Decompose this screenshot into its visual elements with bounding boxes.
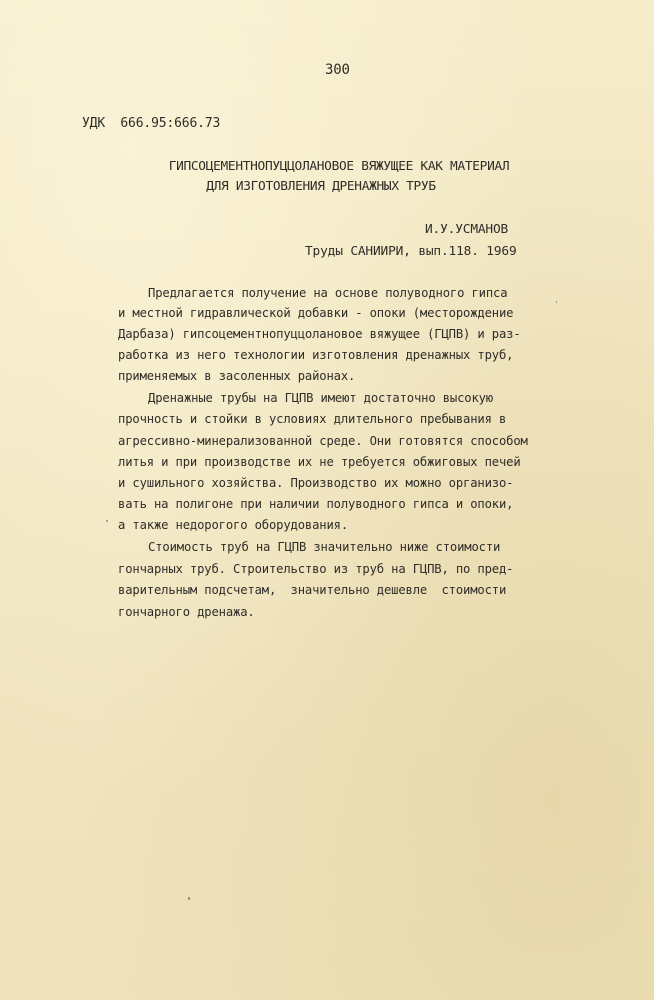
body-line: варительным подсчетам, значительно дешевле стоимости <box>118 583 507 597</box>
body-line: гончарного дренажа. <box>118 605 255 619</box>
body-line: вать на полигоне при наличии полуводного гипса и опоки, <box>118 497 514 511</box>
body-line: Стоимость труб на ГЦПВ значительно ниже стоимости <box>148 540 501 554</box>
body-line: работка из него технологии изготовления дренажных труб, <box>118 348 514 362</box>
body-line: а также недорогого оборудования. <box>118 518 348 532</box>
body-line: Дренажные трубы на ГЦПВ имеют достаточно высокую <box>148 391 493 405</box>
publication-source: Труды САНИИРИ, вып.118. 1969 <box>305 244 517 259</box>
body-line: и местной гидравлической добавки - опоки (месторождение <box>118 306 514 320</box>
author-name: И.У.УСМАНОВ <box>425 222 509 237</box>
body-line: Дарбаза) гипсоцементнопуццолановое вяжущее (ГЦПВ) и раз- <box>118 327 521 341</box>
paper-speck <box>188 897 190 900</box>
page-number: 300 <box>325 62 350 78</box>
body-line: и сушильного хозяйства. Производство их можно организо- <box>118 476 514 490</box>
udk-code: УДК 666.95:666.73 <box>82 116 221 131</box>
body-line: Предлагается получение на основе полуводного гипса <box>148 286 508 300</box>
paper-speck <box>556 301 557 303</box>
body-line: применяемых в засоленных районах. <box>118 369 356 383</box>
title-line-2: ДЛЯ ИЗГОТОВЛЕНИЯ ДРЕНАЖНЫХ ТРУБ <box>206 179 436 194</box>
body-line: гончарных труб. Строительство из труб на ГЦПВ, по пред- <box>118 562 514 576</box>
title-line-1: ГИПСОЦЕМЕНТНОПУЦЦОЛАНОВОЕ ВЯЖУЩЕЕ КАК МАТЕРИАЛ <box>168 159 510 174</box>
body-line: агрессивно-минерализованной среде. Они готовятся способом <box>118 434 528 448</box>
paper-speck <box>106 520 108 522</box>
body-line: литья и при производстве их не требуется обжиговых печей <box>118 455 521 469</box>
body-line: прочность и стойки в условиях длительного пребывания в <box>118 412 507 426</box>
